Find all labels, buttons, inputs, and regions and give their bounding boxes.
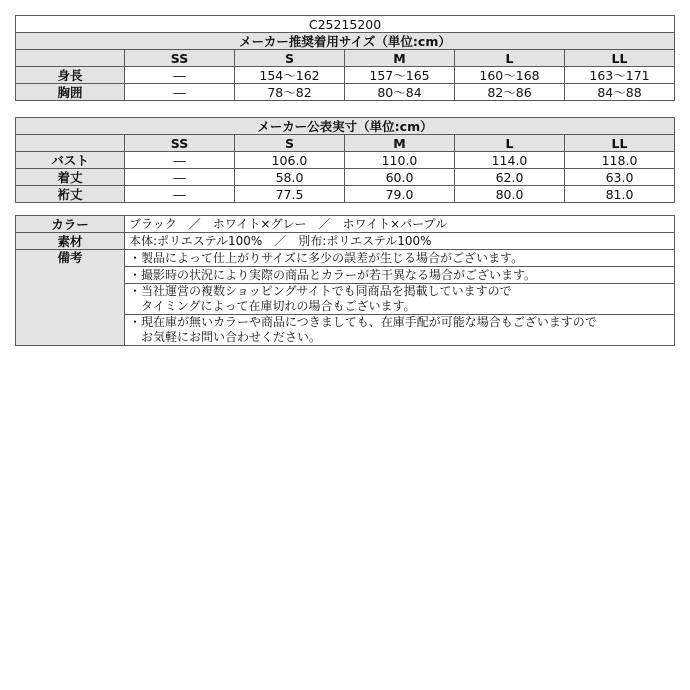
color-label: カラー (16, 216, 125, 233)
table-cell: 106.0 (235, 152, 345, 169)
table-cell: 79.0 (345, 186, 455, 203)
recommended-size-title: メーカー推奨着用サイズ（単位:cm） (16, 33, 675, 50)
table-cell: 80.0 (455, 186, 565, 203)
row-label: 身長 (16, 67, 125, 84)
table-cell: 118.0 (565, 152, 675, 169)
table-cell: 110.0 (345, 152, 455, 169)
table-cell: ― (125, 186, 235, 203)
material-row (16, 233, 675, 250)
table-cell: 82～86 (455, 84, 565, 101)
size-header: M (345, 50, 455, 67)
table-row (16, 152, 675, 169)
table-cell: 160～168 (455, 67, 565, 84)
header-blank (16, 50, 125, 67)
note-item (125, 284, 675, 315)
size-header: S (235, 135, 345, 152)
note-item (125, 250, 675, 267)
table-cell: 63.0 (565, 169, 675, 186)
material-label: 素材 (16, 233, 125, 250)
product-code: C25215200 (16, 16, 675, 33)
table-cell: 77.5 (235, 186, 345, 203)
size-header: SS (125, 135, 235, 152)
size-header: L (455, 50, 565, 67)
table-row (16, 67, 675, 84)
table-row (16, 84, 675, 101)
table-cell: 78～82 (235, 84, 345, 101)
color-value: ブラック ／ ホワイト×グレー ／ ホワイト×パープル (125, 216, 675, 233)
recommended-size-table (15, 15, 675, 101)
row-label: バスト (16, 152, 125, 169)
note-line: ・当社運営の複数ショッピングサイトでも同商品を掲載していますので (129, 284, 512, 298)
note-row (16, 250, 675, 267)
table-cell: 60.0 (345, 169, 455, 186)
note-line: ・撮影時の状況により実際の商品とカラーが若干異なる場合がございます。 (129, 267, 537, 282)
note-line: ・現在庫が無いカラーや商品につきましても、在庫手配が可能な場合もございますので (129, 315, 597, 329)
table-cell: 157～165 (345, 67, 455, 84)
table-cell: 81.0 (565, 186, 675, 203)
size-header: LL (565, 50, 675, 67)
color-row (16, 216, 675, 233)
size-header: S (235, 50, 345, 67)
size-header: M (345, 135, 455, 152)
table-cell: 58.0 (235, 169, 345, 186)
row-label: 胸囲 (16, 84, 125, 101)
table-cell: 163～171 (565, 67, 675, 84)
actual-size-table (15, 117, 675, 203)
table-cell: 114.0 (455, 152, 565, 169)
note-line: ・製品によって仕上がりサイズに多少の誤差が生じる場合がございます。 (129, 250, 524, 265)
table-cell: 154～162 (235, 67, 345, 84)
material-value: 本体:ポリエステル100% ／ 別布:ポリエステル100% (125, 233, 675, 250)
product-info-table (15, 215, 675, 346)
size-header: SS (125, 50, 235, 67)
header-blank (16, 135, 125, 152)
notes-label: 備考 (16, 250, 125, 346)
table-cell: 84～88 (565, 84, 675, 101)
note-item (125, 315, 675, 346)
size-header: LL (565, 135, 675, 152)
table-cell: ― (125, 169, 235, 186)
table-cell: ― (125, 152, 235, 169)
table-cell: ― (125, 84, 235, 101)
actual-size-title: メーカー公表実寸（単位:cm） (16, 118, 675, 135)
table-cell: 80～84 (345, 84, 455, 101)
table-cell: ― (125, 67, 235, 84)
note-line: タイミングによって在庫切れの場合もございます。 (129, 299, 416, 313)
size-header-row (16, 50, 675, 67)
size-header: L (455, 135, 565, 152)
row-label: 裄丈 (16, 186, 125, 203)
table-cell: 62.0 (455, 169, 565, 186)
note-line: お気軽にお問い合わせください。 (129, 330, 322, 344)
row-label: 着丈 (16, 169, 125, 186)
table-row (16, 186, 675, 203)
table-row (16, 169, 675, 186)
note-item (125, 267, 675, 284)
size-header-row (16, 135, 675, 152)
